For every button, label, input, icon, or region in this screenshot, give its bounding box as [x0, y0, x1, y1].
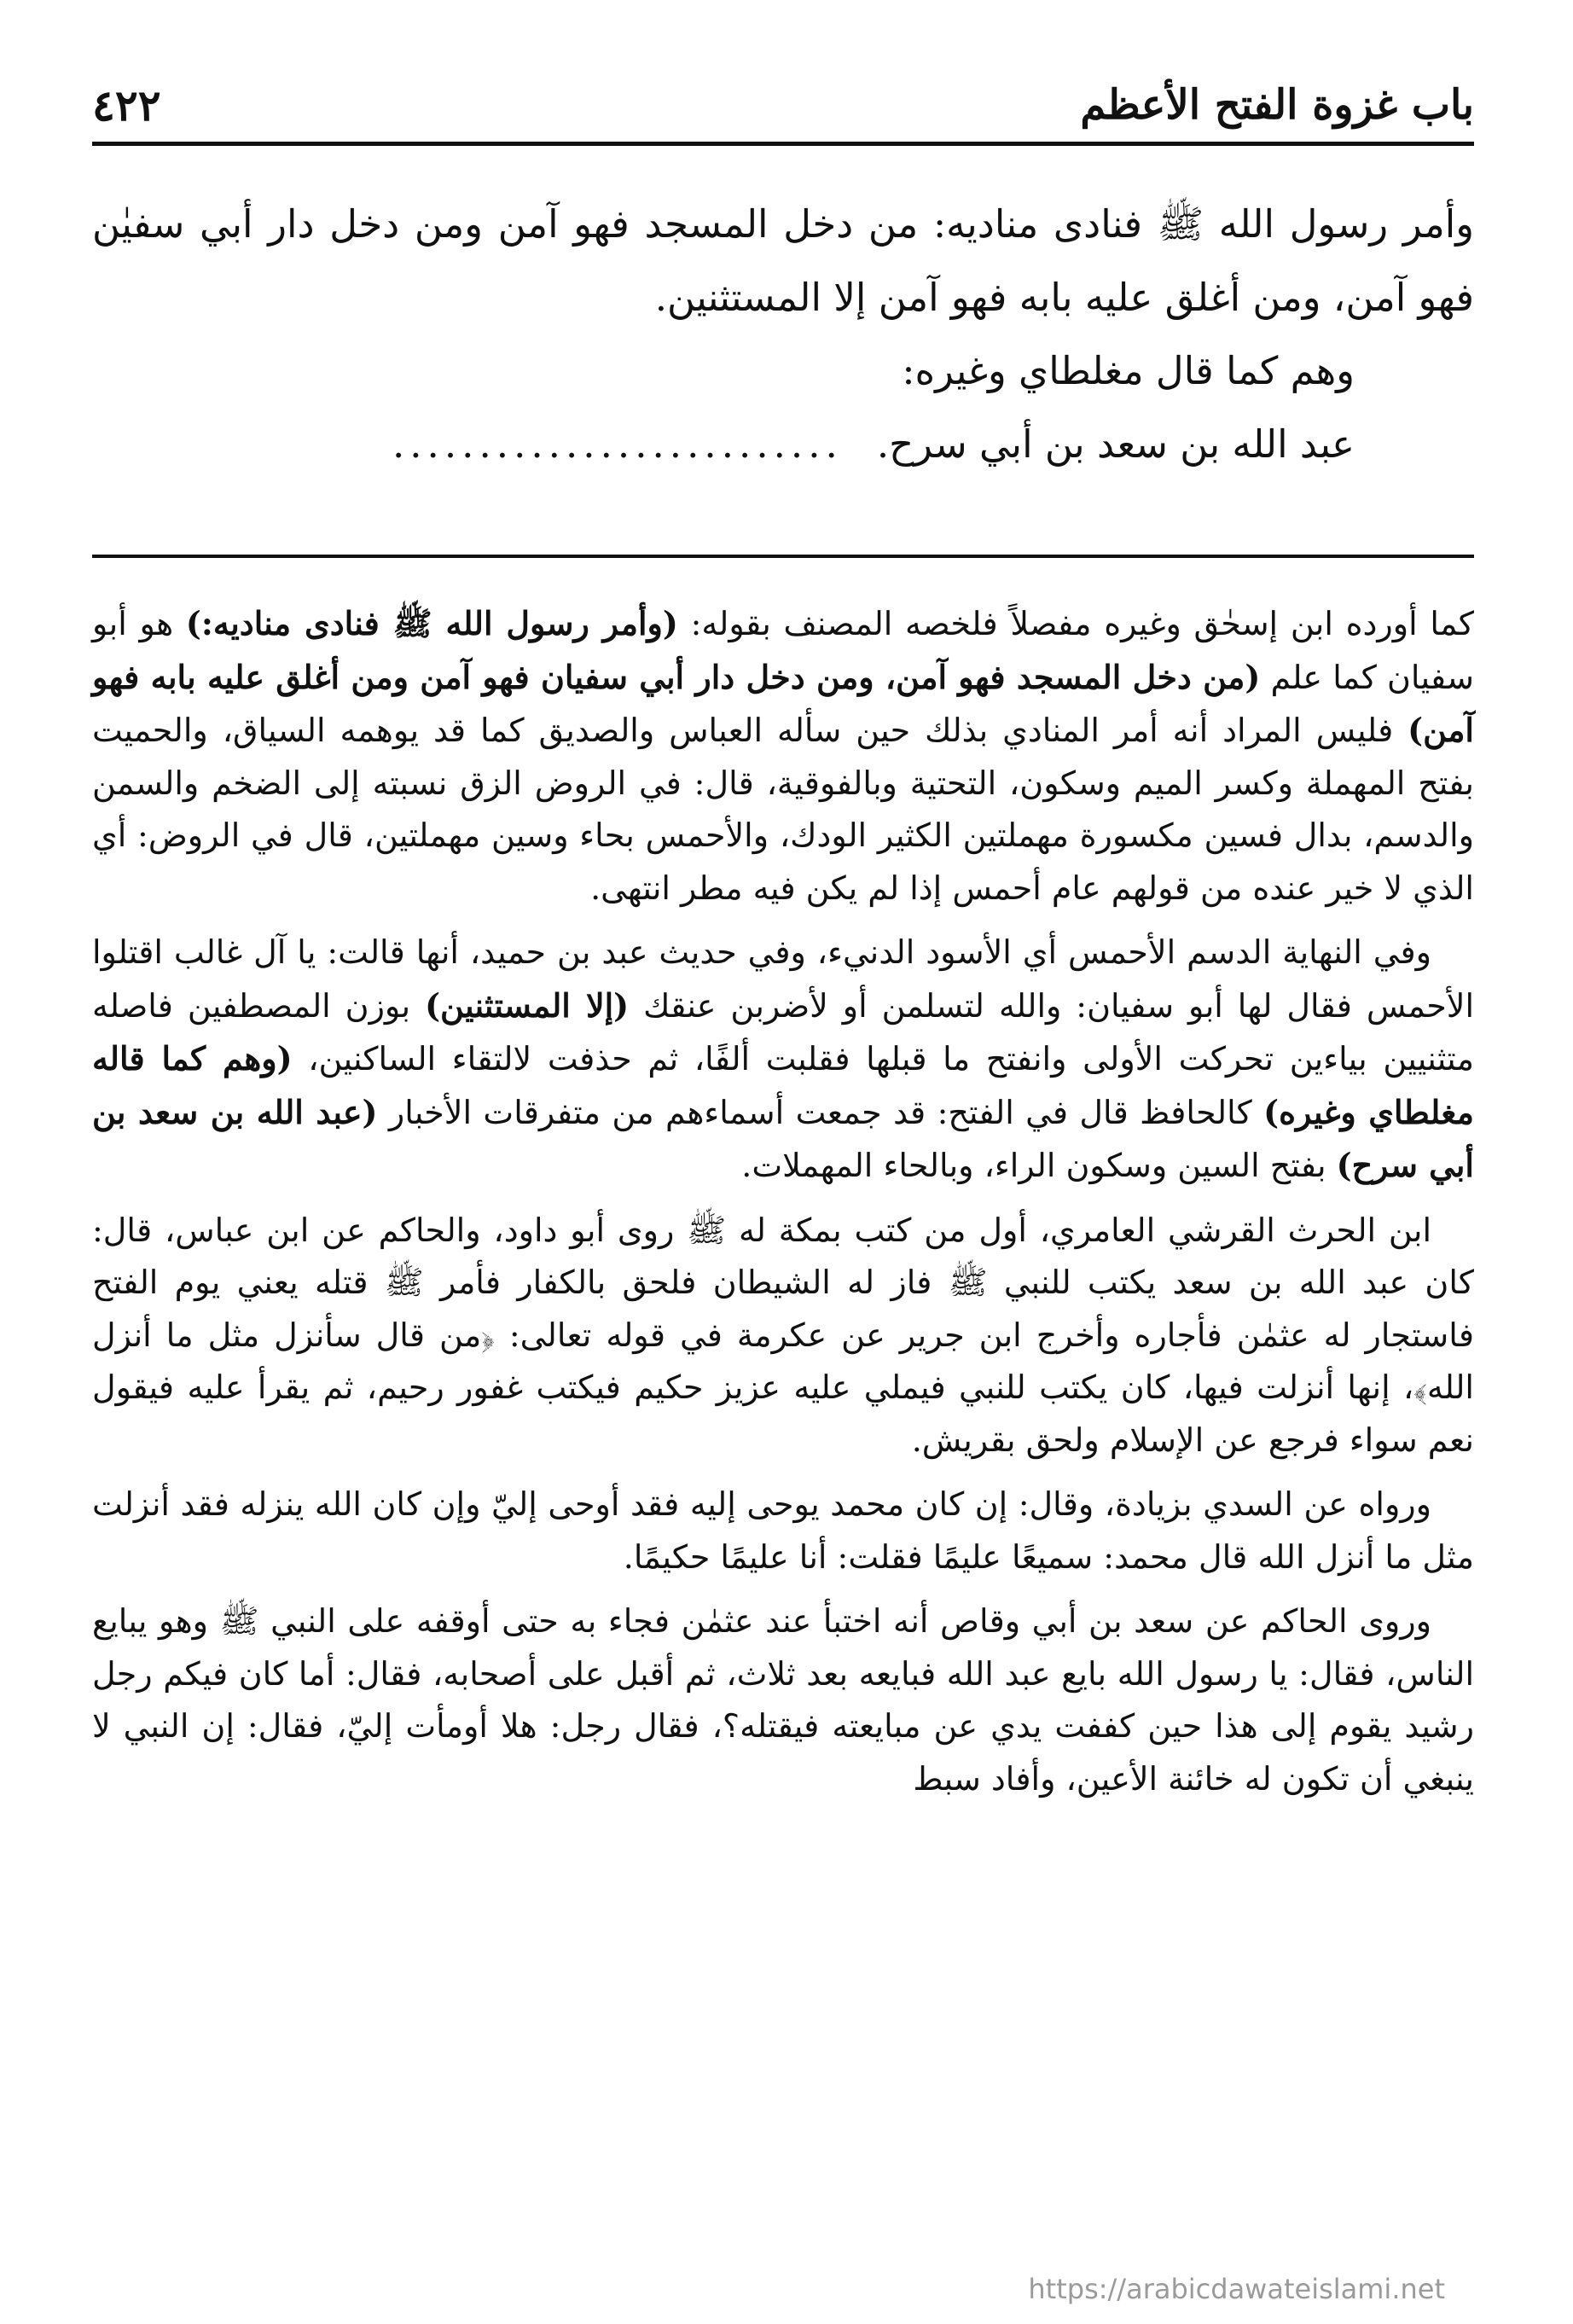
quoted-matn: (وهم كما قاله مغلطاي وغيره) [92, 1039, 1474, 1131]
matn-line: عبد الله بن سعد بن أبي سرح. [876, 421, 1355, 467]
matn-paragraph: وأمر رسول الله ﷺ فنادى مناديه: من دخل المسجد فهو آمن ومن دخل دار أبي سفيٰن فهو آمن، ومن أغلق عليه بابه فهو آمن إلا المستثنين. [92, 201, 1474, 320]
commentary-text: بفتح السين وسكون الراء، وبالحاء المهملات. [741, 1147, 1337, 1184]
commentary-text: كما أورده ابن إسحٰق وغيره مفصلاً فلخصه المصنف بقوله: [677, 605, 1475, 642]
main-text [92, 188, 1474, 481]
quoted-matn: (وأمر رسول الله ﷺ فنادى مناديه:) [185, 604, 678, 642]
page-header [92, 75, 1474, 135]
quoted-matn: (من دخل المسجد فهو آمن، ومن دخل دار أبي سفيان فهو آمن ومن أغلق عليه بابه فهو آمن) [92, 657, 1474, 749]
commentary-text: فليس المراد أنه أمر المنادي بذلك حين سأله العباس والصديق كما قد يوهمه السياق، والحميت بفتح المهملة وكسر الميم وسكون، التحتية وبالفوقية، قال: في الروض الزق نسبته إلى الضخم والسمن والدسم، بدال فسين مكسورة مهملتين الكثير الودك، والأحمس بحاء وسين مهملتين، قال في الروض: أي الذي لا خير عنده من قولهم عام أحمس إذا لم يكن فيه مطر انتهى. [92, 712, 1474, 907]
commentary-paragraph [92, 597, 1474, 915]
quoted-matn: (إلا المستثنين) [425, 985, 630, 1025]
watermark-url: https://arabicdawateislami.net [1028, 2273, 1445, 2305]
commentary-text: هو أبو سفيان كما علم [92, 605, 1474, 696]
commentary-paragraph: ورواه عن السدي بزيادة، وقال: إن كان محمد يوحى إليه فقد أوحى إليّ وإن كان الله ينزله فقد أنزلت مثل ما أنزل الله قال محمد: سميعًا عليمًا فقلت: أنا عليمًا حكيمًا. [92, 1485, 1474, 1576]
commentary-text: بوزن المصطفين فاصله متثنيين بياءين تحركت الأولى وانفتح ما قبلها فقلبت ألفًا، ثم حذفت لالتقاء الساكنين، [92, 986, 1474, 1078]
chapter-title: باب غزوة الفتح الأعظم [1080, 81, 1474, 129]
header-rule [92, 142, 1474, 146]
page-number: ٤٢٢ [92, 79, 161, 131]
commentary-text: وفي النهاية الدسم الأحمس أي الأسود الدنيء، وفي حديث عبد بن حميد، أنها قالت: يا آل غالب اقتلوا الأحمس فقال لها أبو سفيان: والله لتسلمن أو لأضربن عنقك [92, 933, 1475, 1025]
commentary-paragraph: ابن الحرث القرشي العامري، أول من كتب بمكة له ﷺ روى أبو داود، والحاكم عن ابن عباس، قال: كان عبد الله بن سعد يكتب للنبي ﷺ فاز له الشيطان فلحق بالكفار فأمر ﷺ قتله يعني يوم الفتح فاستجار له عثمٰن فأجاره وأخرج ابن جرير عن عكرمة في قوله تعالى: ﴿من قال سأنزل مثل ما أنزل الله﴾، إنها أنزلت فيها، كان يكتب للنبي فيملي عليه عزيز حكيم فيكتب غفور رحيم، ثم يقرأ عليه فيقول نعم سواء فرجع عن الإسلام ولحق بقريش. [92, 1211, 1474, 1459]
commentary-paragraph: وروى الحاكم عن سعد بن أبي وقاص أنه اختبأ عند عثمٰن فجاء به حتى أوقفه على النبي ﷺ وهو يبايع الناس، فقال: يا رسول الله بايع عبد الله فبايعه بعد ثلاث، ثم أقبل على أصحابه، فقال: أما كان فيكم رجل رشيد يقوم إلى هذا حين كففت يدي عن مبايعته فيقتله؟، فقال رجل: هلا أومأت إليّ، فقال: إن النبي لا ينبغي أن تكون له خائنة الأعين، وأفاد سبط [92, 1602, 1474, 1798]
matn-paragraph: وهم كما قال مغلطاي وغيره: [902, 348, 1355, 393]
dotted-leader: .......................... [392, 421, 843, 467]
section-divider [92, 555, 1474, 558]
matn-paragraph [92, 408, 1474, 481]
commentary-paragraph [92, 927, 1474, 1193]
commentary [92, 597, 1474, 1817]
quoted-matn: (عبد الله بن سعد بن أبي سرح) [92, 1092, 1474, 1184]
commentary-text: كالحافظ قال في الفتح: قد جمعت أسماءهم من متفرقات الأخبار [377, 1093, 1264, 1131]
